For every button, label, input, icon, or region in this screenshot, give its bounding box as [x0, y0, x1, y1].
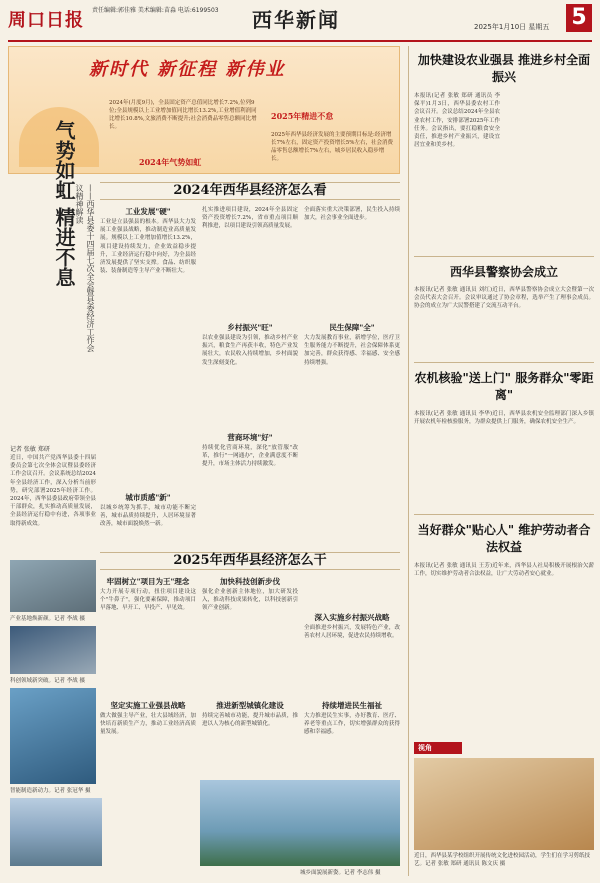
article-livelihood-intro: 全面落实重大决策部署，民生投入持续加大，社会事业全面进步。 [304, 207, 400, 222]
newspaper-logo: 周口日报 [8, 10, 84, 31]
subhead-rural: 乡村振兴"旺" [227, 323, 273, 332]
headline-police-association: 西华县警察协会成立 [449, 265, 558, 279]
banner-summary-2024: 2024年(月度9月)，全县固定资产总值同比增长7.2%,位列9位;全县规模以上工业增加值同比增长13.2%,工业增值利润同比增长10.8%,文旅消费不断提升;社会消费品零售总额同比增长。 [109, 100, 257, 130]
banner-title: 新时代 新征程 新伟业 [89, 59, 286, 80]
article-urbanization: 持续完善城市功能，提升城市品质，推进以人为核心的新型城镇化。 [202, 713, 298, 728]
article-projects: 大力开展专项行动，扭住项目建设这个"牛鼻子"，强化要素保障，推动项目早落地、早开工、早投产、早见效。 [100, 589, 196, 612]
photo-city-skyline [10, 798, 102, 866]
section-title: 西华新闻 [252, 8, 340, 32]
headline-farm-machinery: 农机核验"送上门" 服务群众"零距离" [414, 371, 594, 402]
photo-tech-facility [10, 626, 96, 674]
banner-label-2025: 2025年精进不怠 [271, 111, 334, 121]
banner-summary-2025: 2025年西华县经济发展的主要预期目标是:经济增长7%左右，固定资产投资增长5%左右，社会消费品零售总额增长7%左右，城乡居民收入稳步增长。 [271, 132, 393, 162]
subhead-rural-revitalization: 深入实施乡村振兴战略 [314, 613, 390, 622]
separator-3 [414, 514, 594, 515]
article-farm-machinery: 本报讯(记者 张敏 通讯员 李华)近日，西华县农机安全监理部门深入乡镇开展农机年检核验服务，为群众提供上门服务，确保农机安全生产。 [414, 411, 594, 426]
issue-date: 2025年1月10日 星期五 [474, 23, 550, 31]
photo-caption-4: 城乡面貌展新姿。记者 李志伟 摄 [300, 870, 381, 876]
article-industry: 工业是立县强县的根本。西华县大力发展工业强县战略，推动制造业高质量发展。规模以上工业增加值增长13.2%，项目建设持续发力，企业效益稳步提升，工业经济运行稳中向好，为全县经济发展提供了坚实支撑。食品、纺织服装、装备制造等主导产业不断壮大。 [100, 219, 196, 275]
feature-intro: 近日，中国共产党西华县委十四届委员会第七次全体会议暨县委经济工作会议召开。会议系统总结2024年全县经济工作，深入分析当前形势，研究部署2025年经济工作。2024年，西华县委县政府带领全县干部群众，扎实推动高质量发展，全县经济运行稳中有进，各项事业取得新成效。 [10, 455, 96, 527]
photo-caption-1: 产业基地焕新颜。记者 李战 摄 [10, 616, 85, 622]
headline-labor-rights: 当好群众"贴心人" 维护劳动者合法权益 [417, 523, 591, 554]
article-business: 持续优化营商环境，深化"放管服"改革，推行"一网通办"，企业满意度不断提升，市场主体活力持续激发。 [202, 445, 298, 468]
article-investment: 扎实推进项目建设，2024年全县固定资产投资增长7.2%，省市重点项目顺利推进，以项目建设引领高质量发展。 [202, 207, 298, 230]
section-heading-2024: 2024年西华县经济怎么看 [100, 182, 400, 200]
masthead [0, 0, 600, 40]
article-agriculture: 本报讯(记者 张敏 郑研 通讯员 李保平)1月3日，西华县委农村工作会议召开。会议总结2024年全县农业农村工作，安排部署2025年工作任务。会议指出，要扛稳粮食安全责任，推进乡村产业振兴，建设宜居宜业和美乡村。 [414, 93, 500, 149]
article-rural-revitalization: 全面推进乡村振兴，发展特色产业，改善农村人居环境，促进农民持续增收。 [304, 625, 400, 640]
photo-factory-worker [10, 688, 96, 784]
banner-label-2024: 2024年气势如虹 [139, 157, 202, 167]
photo-caption-perspective: 近日，西华县某学校组织开展传统文化进校园活动，学生们在学习剪纸技艺。记者 张敏 郑研 通讯员 陈文庆 摄 [414, 853, 591, 867]
photo-caption-3: 智能制造新动力。记者 张冠华 摄 [10, 788, 91, 794]
subhead-industry: 工业发展"硬" [125, 207, 171, 216]
feature-title: 气势如虹 精进不息 [52, 120, 76, 287]
subhead-city: 城市质感"新" [125, 493, 171, 502]
photo-caption-2: 科创领域新突破。记者 李战 摄 [10, 678, 85, 684]
separator-1 [414, 256, 594, 257]
article-welfare: 大力推进民生实事，办好教育、医疗、养老等重点工作，切实增强群众的获得感和幸福感。 [304, 713, 400, 736]
subhead-projects: 牢固树立"项目为王"理念 [106, 577, 190, 586]
section-heading-2025: 2025年西华县经济怎么干 [100, 552, 400, 570]
separator-2 [414, 362, 594, 363]
subhead-business: 营商环境"好" [227, 433, 273, 442]
subhead-welfare: 持续增进民生福祉 [322, 701, 382, 710]
article-innovation: 强化企业创新主体地位，加大研发投入，推动科技成果转化，以科技创新引领产业创新。 [202, 589, 298, 612]
page-number: 5 [566, 4, 592, 32]
photo-paper-cutting [414, 758, 594, 850]
feature-subtitle: ——西华县委十四届七次全会暨县委经济工作会议精神解读 [75, 184, 95, 352]
publication-info: 责任编辑:郭佳雅 美术编辑:苗淼 电话:6199503 [92, 7, 219, 14]
masthead-rule [8, 40, 592, 42]
article-city: 以城乡统筹为抓手，城市功能不断完善，城市品质持续提升，人居环境显著改善，城市面貌焕然一新。 [100, 505, 196, 528]
subhead-industry-strategy: 坚定实施工业强县战略 [110, 701, 186, 710]
perspective-label: 视角 [414, 742, 462, 754]
headline-agriculture: 加快建设农业强县 推进乡村全面振兴 [417, 53, 591, 84]
subhead-innovation: 加快科技创新步伐 [220, 577, 280, 586]
feature-byline: 记者 张敏 郑研 [10, 446, 50, 453]
subhead-livelihood: 民生保障"全" [329, 323, 375, 332]
column-divider [408, 46, 409, 876]
photo-industrial-park [10, 560, 96, 612]
article-rural: 以农业强县建设为引领，推动乡村产业振兴，粮食生产再获丰收，特色产业发展壮大，农民收入持续增加，乡村面貌发生深刻变化。 [202, 335, 298, 366]
article-industry-strategy: 做大做强主导产业，壮大县域经济，加快培育新质生产力，推动工业经济高质量发展。 [100, 713, 196, 736]
subhead-urbanization: 推进新型城镇化建设 [216, 701, 284, 710]
article-agriculture-cont [508, 92, 594, 252]
article-labor-rights: 本报讯(记者 张敏 通讯员 王芳)近年来，西华县人社局积极开展根治欠薪工作，切实维护劳动者合法权益，让广大劳动者安心就业。 [414, 563, 594, 578]
article-police-association: 本报讯(记者 张敏 通讯员 刘红)近日，西华县警察协会成立大会暨第一次会员代表大会召开。会议审议通过了协会章程，选举产生了理事会成员。协会的成立为广大民警搭建了交流互动平台。 [414, 287, 594, 310]
photo-aerial-road [200, 780, 400, 866]
article-livelihood: 大力发展教育事业，新增学位，医疗卫生服务能力不断提升，社会保障体系更加完善，群众获得感、幸福感、安全感持续增强。 [304, 335, 400, 366]
